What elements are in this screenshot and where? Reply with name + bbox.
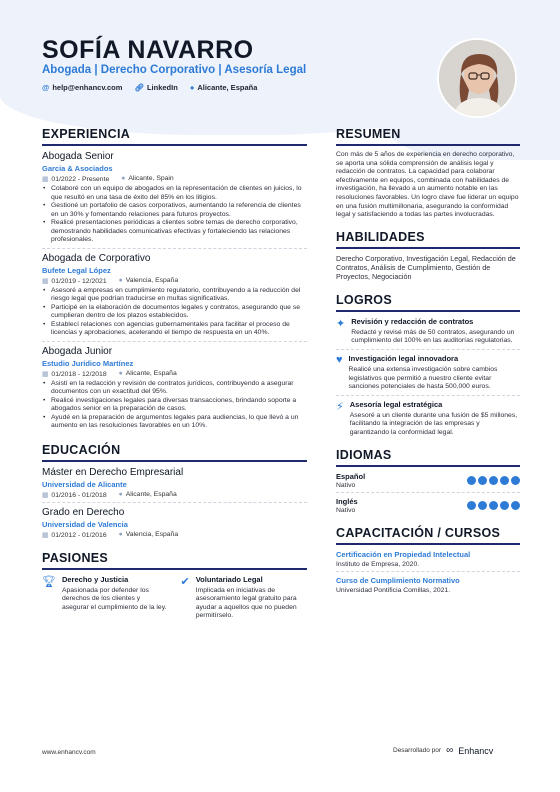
rating-dot (500, 501, 509, 510)
enhancv-logo-icon: ∞ (446, 745, 454, 756)
footer-website[interactable]: www.enhancv.com (42, 749, 96, 756)
location-pin-icon: ● (121, 175, 126, 182)
language-item (336, 472, 520, 489)
rating-dot (467, 476, 476, 485)
language-level: Nativo (336, 506, 356, 514)
bullet: • Participé en la elaboración de documentos legales y contratos, asegurando que se cumplieran dentro de los plazos establecidos. (51, 304, 307, 321)
education-meta (42, 531, 307, 539)
location-pin-icon: ● (189, 83, 195, 92)
education-location: Alicante, España (125, 490, 177, 498)
bullet: • Gestioné un portafolio de casos corporativos, aumentando la referencia de clientes en un 30% y fomentando relaciones para futuros proyectos. (51, 202, 307, 219)
achievement-item (336, 400, 520, 438)
course-item (336, 550, 520, 568)
rating-dot (511, 476, 520, 485)
rating-dot (478, 501, 487, 510)
passion-item (181, 575, 308, 621)
education-entry (42, 507, 307, 539)
job-role: Abogada Senior (42, 151, 114, 162)
education-entry (42, 467, 307, 499)
check-icon: ✔ (180, 575, 190, 588)
languages-heading: IDIOMAS (336, 448, 520, 467)
linkedin-text: LinkedIn (146, 83, 178, 92)
right-column (336, 127, 520, 594)
rating-dot (467, 501, 476, 510)
bullet: • Realicé investigaciones legales para diversas transacciones, brindando soporte a abogados senior en la preparación de casos. (51, 397, 307, 414)
job-company: Garcia & Asociados (42, 164, 113, 173)
bullet: • Realicé presentaciones periódicas a clientes sobre temas de derecho corporativo, demostrando habilidades comunicativas efectivas y fortaleciendo las relaciones profesionales. (51, 219, 307, 245)
divider (336, 571, 520, 572)
rating-dot (478, 476, 487, 485)
divider (336, 492, 520, 493)
rating-dot (489, 501, 498, 510)
courses-heading: CAPACITACIÓN / CURSOS (336, 526, 520, 545)
location-text: Alicante, España (197, 83, 258, 92)
divider (336, 349, 520, 350)
email-contact[interactable] (42, 83, 122, 92)
candidate-name: SOFÍA NAVARRO (42, 36, 254, 64)
divider (336, 395, 520, 396)
language-item (336, 497, 520, 514)
language-rating (467, 501, 520, 510)
summary-text: Con más de 5 años de experiencia en derecho corporativo, se aporta una sólida comprensión de análisis legal y redacción de contratos. La capacidad para colaborar efectivamente en equipos, combinada con habilidades de investigación, ha llevado a un aumento notable en las resoluciones favorables. Un logro clave fue liderar un equipo en una fusión multimillonaria, asegurando la conformidad legal y satisfaciendo a todas las partes involucradas. (336, 151, 519, 219)
job-meta (42, 175, 307, 183)
achievement-title: Revisión y redacción de contratos (351, 316, 474, 326)
education-dates: 01/2012 - 01/2016 (51, 531, 107, 539)
bullet: • Establecí relaciones con agencias gubernamentales para facilitar el proceso de licencias y aprobaciones, acelerando el tiempo de respuesta en un 40%. (51, 321, 307, 338)
calendar-icon: ▦ (42, 277, 49, 285)
course-title: Curso de Cumplimiento Normativo (336, 575, 460, 585)
contact-bar (42, 83, 257, 92)
job-location: Valencia, España (125, 276, 179, 284)
divider (42, 502, 307, 503)
email-text: help@enhancv.com (52, 83, 123, 92)
school-name: Universidad de Valencia (42, 519, 128, 529)
linkedin-contact[interactable] (134, 83, 177, 92)
divider (42, 341, 307, 342)
powered-by-text: Desarrollado por (393, 747, 442, 754)
calendar-icon: ▦ (42, 370, 49, 378)
course-title: Certificación en Propiedad Intelectual (336, 549, 471, 559)
passion-desc: Apasionada por defender los derechos de los clientes y asegurar el cumplimiento de la ley. (61, 586, 167, 611)
rating-dot (511, 501, 520, 510)
language-name: Inglés (336, 496, 358, 506)
course-org: Universidad Pontificia Comillas, 2021. (336, 586, 451, 594)
job-location: Alicante, Spain (128, 175, 174, 182)
achievement-title: Investigación legal innovadora (348, 353, 459, 363)
job-dates: 01/2019 - 12/2021 (51, 277, 107, 285)
skills-heading: HABILIDADES (336, 230, 520, 249)
achievements-heading: LOGROS (336, 293, 520, 312)
rating-dot (500, 476, 509, 485)
job-entry (42, 346, 307, 431)
job-role: Abogada Junior (42, 345, 113, 357)
passion-title: Voluntariado Legal (195, 574, 263, 584)
profile-photo (437, 38, 517, 118)
passions-heading: PASIONES (42, 551, 307, 570)
bullet: • Asistí en la redacción y revisión de contratos jurídicos, contribuyendo a asegurar documentos con un exactitud del 95%. (51, 380, 307, 397)
bullet: • Ayudé en la preparación de argumentos legales para audiencias, lo que llevó a un aumento en las resoluciones favorables en un 10%. (51, 414, 307, 431)
passions-list (42, 575, 307, 621)
job-role: Abogada de Corporativo (42, 252, 151, 264)
experience-heading: EXPERIENCIA (42, 127, 307, 146)
language-rating (467, 476, 520, 485)
language-name: Español (336, 471, 366, 481)
education-meta (42, 491, 307, 499)
job-entry (42, 253, 307, 338)
job-meta (42, 370, 307, 378)
rating-dot (489, 476, 498, 485)
candidate-subtitle: Abogada | Derecho Corporativo | Asesoría Legal (42, 64, 307, 76)
achievement-item (336, 354, 520, 392)
job-dates: 01/2018 - 12/2018 (51, 370, 107, 378)
education-dates: 01/2016 - 01/2018 (51, 491, 107, 499)
job-meta (42, 277, 307, 285)
achievement-desc: Asesoré a un cliente durante una fusión de $5 millones, facilitando la integración de las empresas y garantizando la conformidad legal. (349, 411, 518, 436)
footer-branding[interactable] (393, 745, 493, 756)
skills-text: Derecho Corporativo, Investigación Legal, Redacción de Contratos, Análisis de Cumplimiento, Gestión de Proyectos, Negociación (336, 253, 516, 281)
location-pin-icon: ● (118, 276, 123, 284)
brand-name: Enhancv (458, 745, 494, 756)
achievement-title: Asesoría legal estratégica (349, 399, 443, 409)
summary-heading: RESUMEN (336, 127, 520, 146)
achievement-item (336, 317, 520, 346)
degree-title: Grado en Derecho (42, 506, 125, 518)
job-dates: 01/2022 - Presente (51, 176, 110, 183)
passion-desc: Implicada en iniciativas de asesoramiento legal gratuito para ayudar a aquellos que no pueden permitírselo. (195, 586, 297, 620)
job-company: Bufete Legal López (42, 265, 111, 275)
calendar-icon: ▦ (42, 176, 49, 183)
achievement-desc: Redacté y revisé más de 50 contratos, asegurando un cumplimiento del 100% en las auditorías regulatorias. (351, 328, 515, 345)
at-icon: @ (42, 83, 50, 92)
course-item (336, 576, 520, 594)
heart-icon: ♥ (336, 353, 343, 366)
lightning-icon: ⚡︎ (336, 400, 344, 413)
school-name: Universidad de Alicante (42, 479, 127, 489)
divider (42, 248, 307, 249)
passion-title: Derecho y Justicia (61, 574, 129, 584)
location-pin-icon: ● (118, 369, 123, 377)
trophy-icon: 🏆︎ (42, 575, 56, 588)
job-bullets (42, 287, 307, 338)
bullet: • Asesoré a empresas en cumplimiento regulatorio, contribuyendo a la reducción del riesgo legal que podrían traducirse en multas significativas. (51, 287, 307, 304)
location-pin-icon: ● (118, 530, 123, 538)
link-icon: 🔗︎ (134, 83, 144, 92)
job-bullets (42, 185, 307, 245)
job-entry (42, 151, 307, 245)
course-org: Instituto de Empresa, 2020. (336, 560, 420, 568)
job-company: Estudio Jurídico Martínez (42, 358, 134, 368)
language-level: Nativo (336, 481, 356, 489)
calendar-icon: ▦ (42, 491, 49, 499)
job-bullets (42, 380, 307, 431)
left-column (42, 127, 307, 621)
location-pin-icon: ● (118, 490, 123, 498)
education-location: Valencia, España (125, 530, 179, 538)
calendar-icon: ▦ (42, 531, 49, 539)
job-location: Alicante, España (125, 369, 177, 377)
achievement-desc: Realicé una extensa investigación sobre cambios legislativos que permitió a nuestro cliente evitar sanciones potenciales de hasta 500,000 euros. (348, 365, 498, 391)
magic-wand-icon: ✦ (336, 317, 346, 330)
bullet: • Colaboré con un equipo de abogados en la representación de clientes en juicios, lo que resultó en una tasa de éxito del 85% en los litigios. (51, 185, 307, 202)
location-contact (190, 83, 258, 92)
passion-item (42, 575, 169, 621)
degree-title: Máster en Derecho Empresarial (42, 466, 184, 478)
education-heading: EDUCACIÓN (42, 443, 307, 462)
